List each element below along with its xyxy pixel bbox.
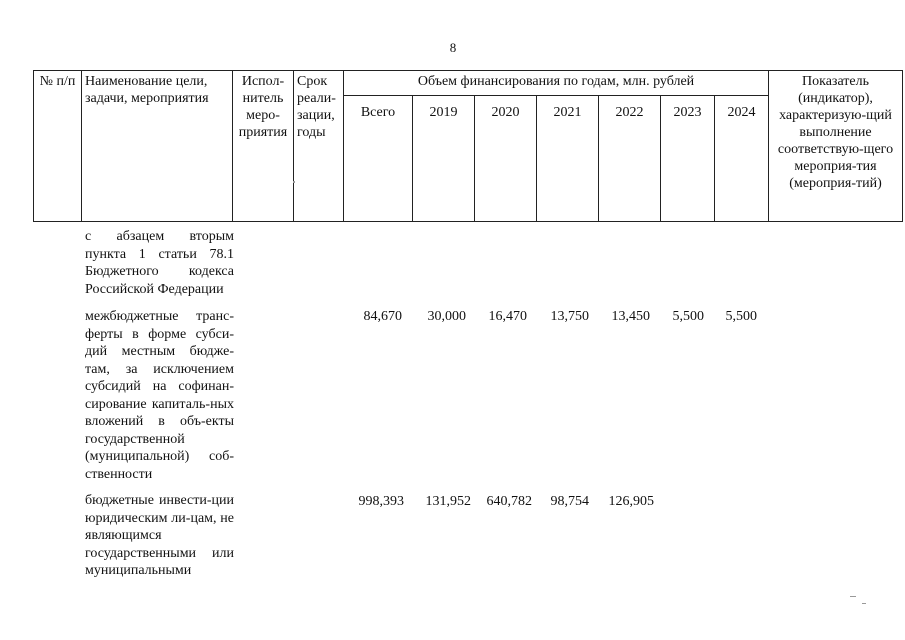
header-term: Срок реали-зации, годы [294,71,344,222]
row-3-2020: 640,782 [486,494,532,509]
row-3-2021: 98,754 [550,494,589,509]
header-executor: Испол-нитель меро-приятия [233,71,294,222]
row-2-2020: 16,470 [488,309,527,324]
header-year-2019: 2019 [413,96,475,222]
header-financing-title: Объем финансирования по годам, млн. рублей [344,71,769,96]
financing-table-header [33,70,903,222]
row-2-2021: 13,750 [550,309,589,324]
header-indicator: Показатель (индикатор), характеризую-щий выполнение соответствую-щего мероприя-тия (мероприя-тий) [769,71,903,222]
row-3-total: 998,393 [358,494,404,509]
row-2-2022: 13,450 [611,309,650,324]
header-year-2022: 2022 [599,96,661,222]
header-number: № п/п [34,71,82,222]
header-year-2024: 2024 [715,96,769,222]
row-3-2022: 126,905 [608,494,654,509]
row-1-text: с абзацем вторым пункта 1 статьи 78.1 Бюджетного кодекса Российской Федерации [85,229,234,297]
page-number: 8 [449,40,457,55]
header-year-2023: 2023 [661,96,715,222]
scan-speck [850,596,856,597]
scan-speck [862,603,866,604]
row-2-2019: 30,000 [427,309,466,324]
header-year-2020: 2020 [475,96,537,222]
header-year-2021: 2021 [537,96,599,222]
header-name: Наименование цели, задачи, мероприятия [82,71,233,222]
scan-speck [293,181,295,183]
row-3-text: бюджетные инвести-ции юридическим ли-цам, не являющимся государственными или муниципальными [85,493,234,578]
row-2-total: 84,670 [363,309,402,324]
row-3-2019: 131,952 [425,494,471,509]
row-2-2023: 5,500 [672,309,704,324]
header-total: Всего [344,96,413,222]
row-2-text: межбюджетные транс-ферты в форме субси-дий местным бюдже-там, за исключением субсидий на софинан-сирование капиталь-ных вложений в объ-екты государственной (муниципальной) соб-ственности [85,309,234,482]
row-2-2024: 5,500 [725,309,757,324]
